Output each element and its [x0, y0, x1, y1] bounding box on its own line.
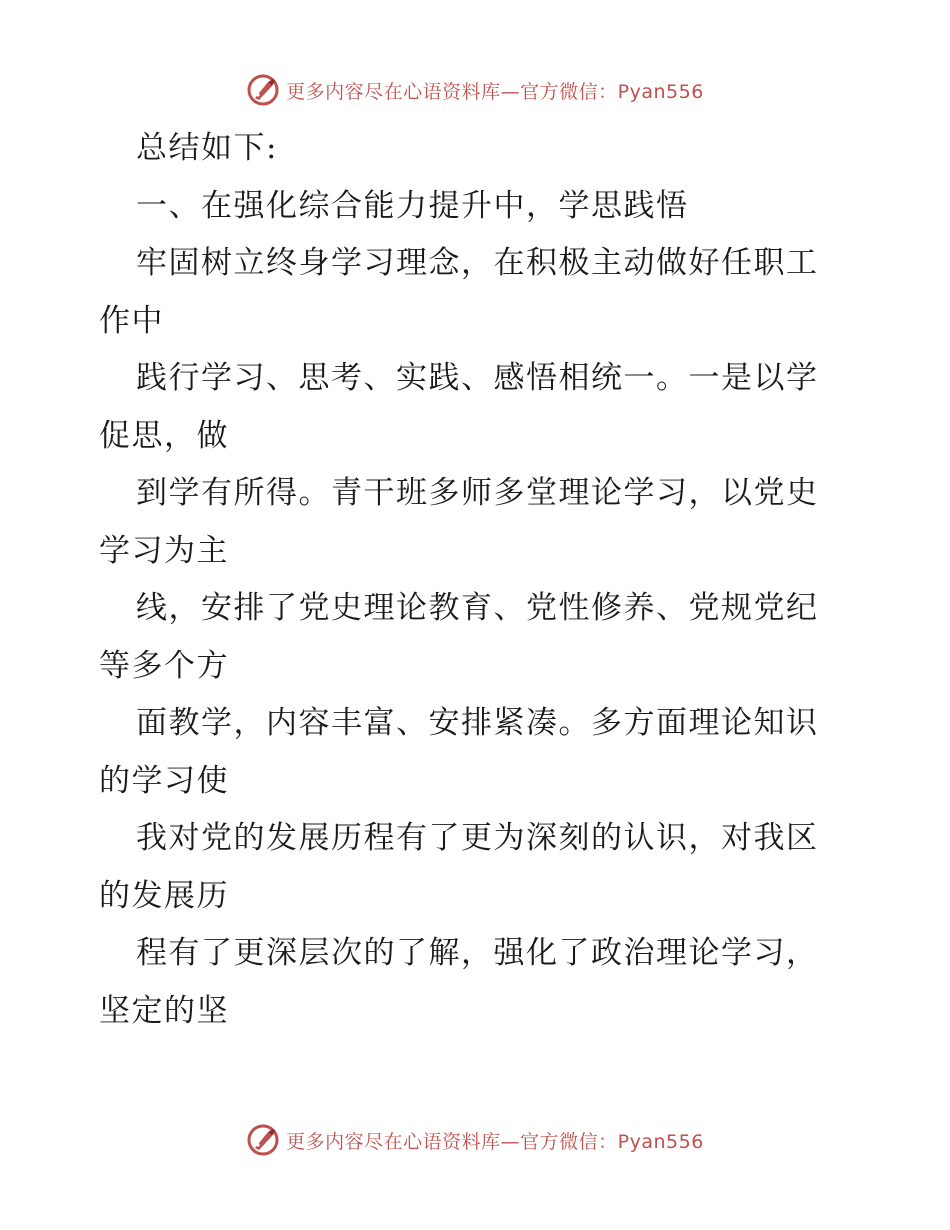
- body-line: 的发展历: [99, 877, 229, 914]
- section-heading: 一、在强化综合能力提升中，学思践悟: [136, 187, 689, 224]
- body-line: 程有了更深层次的了解，强化了政治理论学习，: [136, 935, 819, 971]
- body-line: 的学习使: [99, 762, 229, 799]
- footer-banner: [0, 1120, 950, 1160]
- pen-nib-logo-icon: [246, 73, 280, 107]
- body-line: 我对党的发展历程有了更为深刻的认识，对我区: [136, 820, 819, 856]
- body-line: 到学有所得。青干班多师多堂理论学习，以党史: [136, 475, 819, 511]
- header-banner: [0, 70, 950, 110]
- body-line: 等多个方: [99, 647, 229, 684]
- body-line: 践行学习、思考、实践、感悟相统一。一是以学: [136, 360, 819, 396]
- body-line: 作中: [99, 302, 164, 339]
- body-line: 线，安排了党史理论教育、党性修养、党规党纪: [136, 590, 819, 626]
- document-body: [99, 120, 859, 1040]
- body-line: 面教学，内容丰富、安排紧凑。多方面理论知识: [136, 705, 819, 741]
- footer-banner-text: 更多内容尽在心语资料库—官方微信：Pyan556: [286, 1130, 704, 1153]
- body-line: 促思，做: [99, 417, 229, 454]
- body-line: 坚定的坚: [99, 992, 229, 1029]
- body-line: 学习为主: [99, 532, 229, 569]
- body-line: 牢固树立终身学习理念，在积极主动做好任职工: [136, 245, 819, 281]
- header-banner-text: 更多内容尽在心语资料库—官方微信：Pyan556: [286, 80, 704, 103]
- pen-nib-logo-icon: [246, 1123, 280, 1157]
- body-line: 总结如下:: [136, 130, 278, 166]
